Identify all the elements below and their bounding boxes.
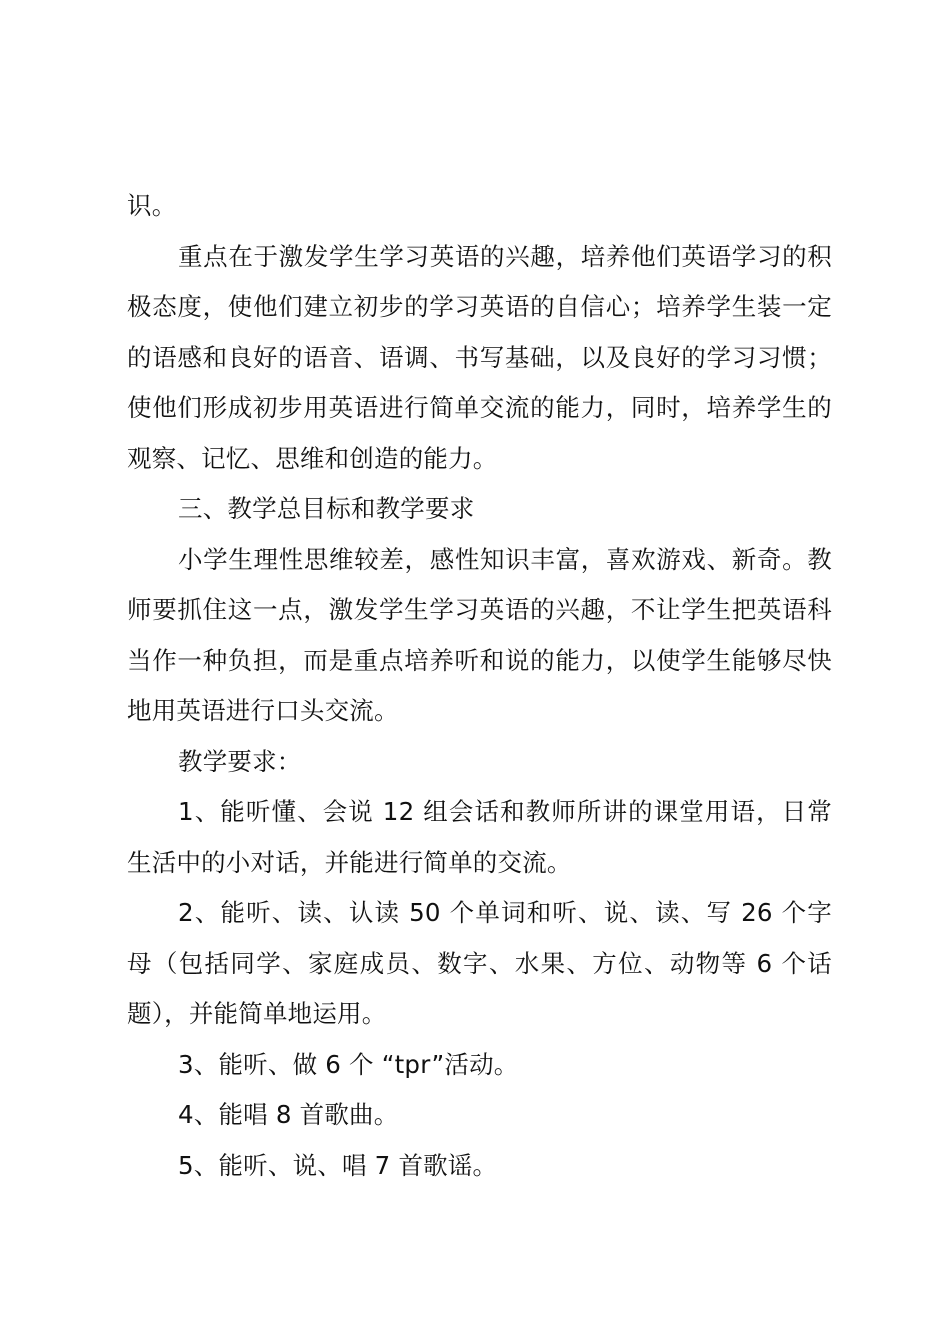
paragraph-continuation: 识。 [127, 191, 177, 220]
paragraph-student-traits: 小学生理性思维较差，感性知识丰富，喜欢游戏、新奇。教师要抓住这一点，激发学生学习英语的兴趣，不让学生把英语科当作一种负担，而是重点培养听和说的能力，以使学生能够尽快地用英语进行口头交流。 [127, 544, 832, 725]
section-heading: 三、教学总目标和教学要求 [178, 494, 475, 523]
paragraph-key-points: 重点在于激发学生学习英语的兴趣，培养他们英语学习的积极态度，使他们建立初步的学习英语的自信心；培养学生装一定的语感和良好的语音、语调、书写基础，以及良好的学习习惯；使他们形成初步用英语进行简单交流的能力，同时，培养学生的观察、记忆、思维和创造的能力。 [127, 241, 832, 473]
requirements-label: 教学要求： [178, 746, 302, 776]
requirement-item-4: 4、能唱 8 首歌曲。 [178, 1100, 399, 1129]
requirement-item-3: 3、能听、做 6 个 “tpr”活动。 [178, 1049, 519, 1079]
requirement-item-5: 5、能听、说、唱 7 首歌谣。 [178, 1150, 498, 1180]
requirement-item-2: 2、能听、读、认读 50 个单词和听、说、读、写 26 个字母（包括同学、家庭成员、数字、水果、方位、动物等 6 个话题），并能简单地运用。 [127, 898, 832, 1028]
requirement-item-1: 1、能听懂、会说 12 组会话和教师所讲的课堂用语，日常生活中的小对话，并能进行简单的交流。 [127, 797, 832, 877]
document-body [127, 181, 832, 1191]
